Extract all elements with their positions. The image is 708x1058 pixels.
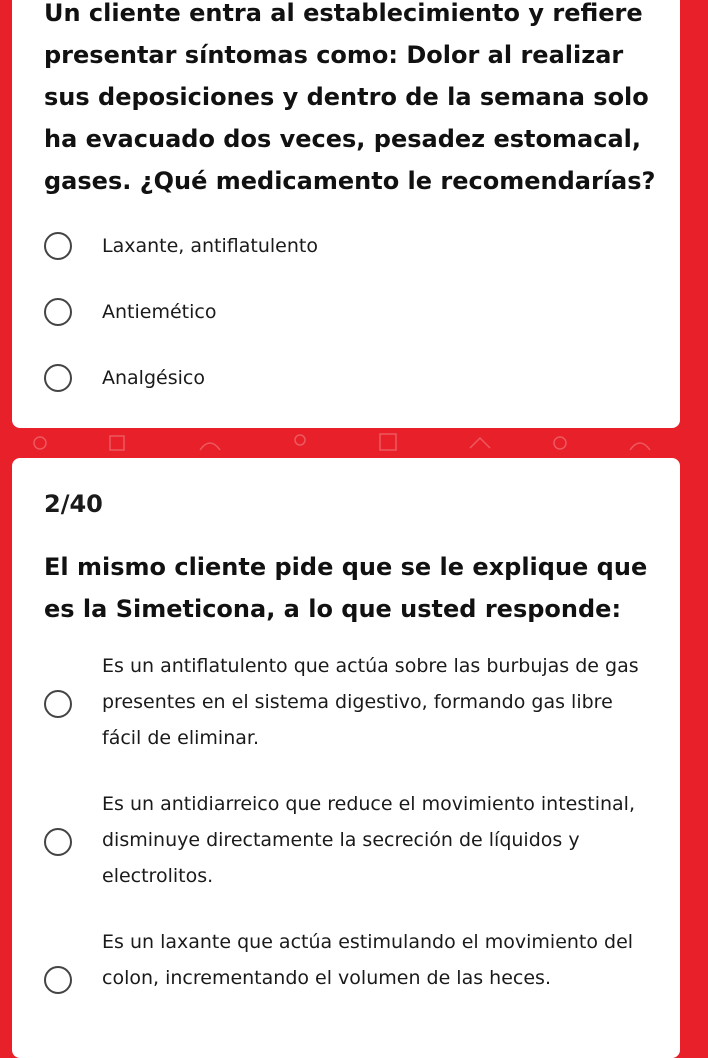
background-doodle-pattern [0, 428, 708, 458]
radio-button[interactable] [44, 232, 72, 260]
answer-label: Antiemético [102, 301, 217, 323]
radio-button[interactable] [44, 364, 72, 392]
answer-label: Laxante, antiflatulento [102, 235, 318, 257]
answer-label: Es un laxante que actúa estimulando el movimiento del colon, incrementando el volumen de las heces. [102, 931, 634, 989]
answer-label: Analgésico [102, 367, 205, 389]
radio-button[interactable] [44, 828, 72, 856]
answer-option[interactable] [12, 358, 680, 398]
question-text: El mismo cliente pide que se le explique que es la Simeticona, a lo que usted responde: [44, 553, 648, 623]
answer-label: Es un antiflatulento que actúa sobre las burbujas de gas presentes en el sistema digestivo, formando gas libre fácil de eliminar. [102, 655, 639, 749]
answer-option[interactable] [12, 786, 680, 896]
answer-option[interactable] [12, 226, 680, 266]
radio-button[interactable] [44, 298, 72, 326]
answer-option[interactable] [12, 924, 680, 1034]
answer-option[interactable] [12, 648, 680, 758]
radio-button[interactable] [44, 690, 72, 718]
question-text: Un cliente entra al establecimiento y refiere presentar síntomas como: Dolor al realizar sus deposiciones y dentro de la semana solo ha evacuado dos veces, pesadez estomacal, gases. ¿Qué medicamento le recomendarías? [44, 0, 656, 195]
question-card-1 [12, 0, 680, 428]
answer-option[interactable] [12, 292, 680, 332]
answer-label: Es un antidiarreico que reduce el movimiento intestinal, disminuye directamente la secreción de líquidos y electrolitos. [102, 793, 635, 887]
radio-button[interactable] [44, 966, 72, 994]
question-card-2 [12, 458, 680, 1058]
question-counter: 2/40 [44, 490, 103, 518]
